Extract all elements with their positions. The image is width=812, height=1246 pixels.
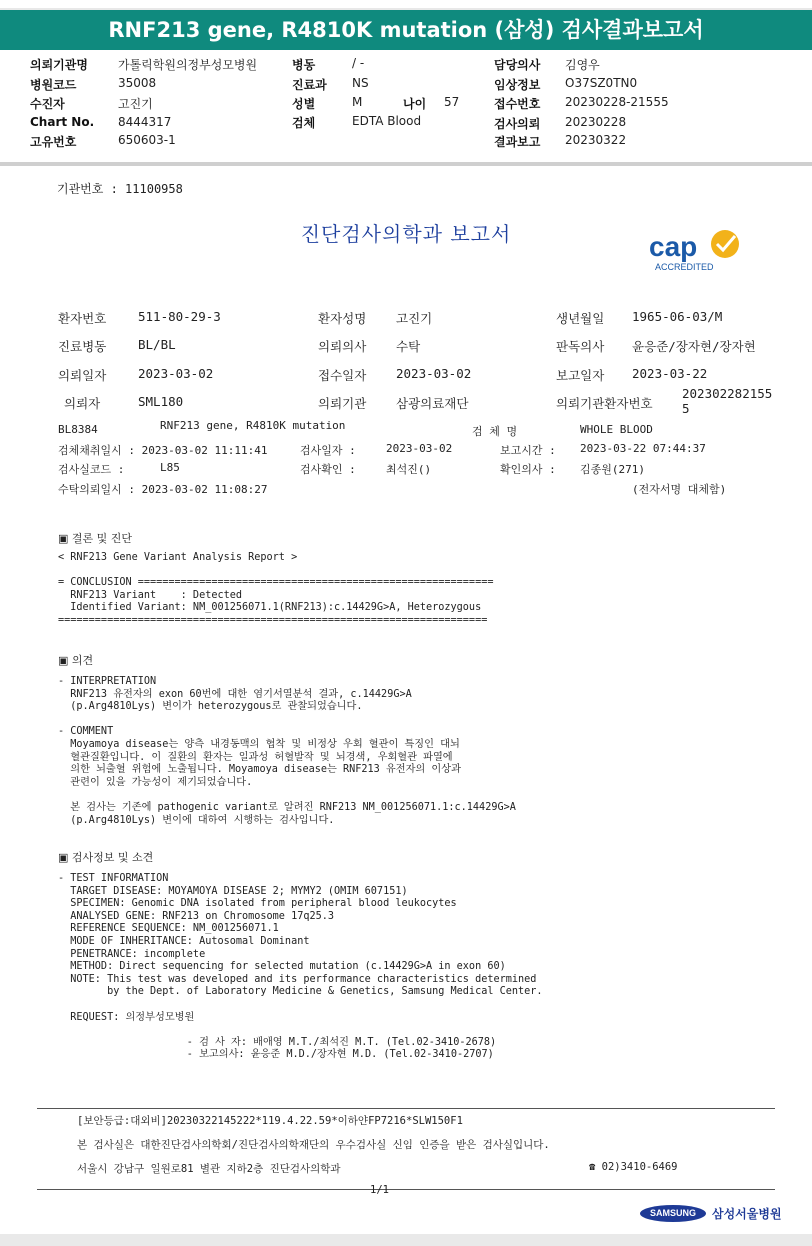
certification-line: 본 검사실은 대한진단검사의학회/진단검사의학재단의 우수검사실 신임 인증을 받은 검사실입니다. bbox=[77, 1139, 550, 1151]
label: 검체 bbox=[292, 116, 316, 130]
value: NS bbox=[352, 76, 369, 90]
cap-accredited-text: ACCREDITED bbox=[655, 262, 714, 272]
age-value: 57 bbox=[444, 95, 460, 109]
label: 수진자 bbox=[30, 97, 65, 111]
security-line: [보안등급:대외비]20230322145222*119.4.22.59*이하얀FP7216*SLW150F1 bbox=[77, 1115, 463, 1127]
value: 20230322 bbox=[565, 133, 627, 147]
label: 보고일자 bbox=[556, 368, 605, 383]
label: 의뢰자 bbox=[64, 396, 101, 411]
value: BL/BL bbox=[138, 337, 176, 352]
label: 의뢰기관명 bbox=[30, 58, 88, 72]
label: 임상정보 bbox=[494, 78, 541, 92]
value: 35008 bbox=[118, 76, 157, 90]
value: 김종원(271) bbox=[580, 463, 645, 476]
value: 1965-06-03/M bbox=[632, 309, 723, 324]
label: 확인의사 : bbox=[500, 463, 556, 476]
value: 650603-1 bbox=[118, 133, 176, 147]
label: 검사실코드 : bbox=[58, 463, 125, 476]
entrusted-time: 수탁의뢰일시 : 2023-03-02 11:08:27 bbox=[58, 483, 268, 496]
page-number: 1/1 bbox=[370, 1184, 389, 1196]
footer-box bbox=[37, 1108, 775, 1190]
hospital-name: 삼성서울병원 bbox=[712, 1207, 782, 1221]
header-divider bbox=[0, 162, 812, 166]
section-title-conclusion: ▣ 결론 및 진단 bbox=[58, 532, 133, 545]
test-code: BL8384 bbox=[58, 423, 98, 436]
opinion-body: - INTERPRETATION RNF213 유전자의 exon 60번에 대한 염기서열분석 결과, c.14429G>A (p.Arg4810Lys) 변이가 heterozygous로 관찰되었습니다. - COMMENT Moyamoya disease는 양측 내경동맥의 협착 및 비정상 우회 혈관이 특징인 대뇌 혈관질환입니다. 이 질환의 환자는 일과성 허혈발작 및 뇌경색, 우회혈관 파열에 의한 뇌출혈 위험에 노출됩니다. Moyamoya disease는 RNF213 유전자의 이상과 관련이 있을 가능성이 제기되었습니다. 본 검사는 기존에 pathogenic variant로 알려진 RNF213 NM_001256071.1:c.14429G>A (p.Arg4810Lys) 변이에 대하여 시행하는 검사입니다. bbox=[58, 676, 516, 826]
label: 병동 bbox=[292, 58, 316, 72]
value: 수탁 bbox=[396, 339, 421, 354]
label: 검사일자 : bbox=[300, 444, 356, 457]
label: 담당의사 bbox=[494, 58, 541, 72]
value: 최석진() bbox=[386, 463, 432, 476]
label: 환자번호 bbox=[58, 311, 107, 326]
value: 5 bbox=[682, 401, 690, 416]
test-name: RNF213 gene, R4810K mutation bbox=[160, 419, 346, 432]
specimen-label: 검 체 명 bbox=[472, 425, 518, 438]
value: 2023-03-22 bbox=[632, 366, 708, 381]
label: 접수일자 bbox=[318, 368, 367, 383]
section-title-opinion: ▣ 의견 bbox=[58, 654, 94, 667]
value: O37SZ0TN0 bbox=[565, 76, 638, 90]
value: 가톨릭학원의정부성모병원 bbox=[118, 58, 258, 72]
esign-note: (전자서명 대체함) bbox=[632, 483, 727, 496]
label: 환자성명 bbox=[318, 311, 367, 326]
label: 병원코드 bbox=[30, 78, 77, 92]
label: 생년월일 bbox=[556, 311, 605, 326]
page-bottom-strip bbox=[0, 1234, 812, 1246]
label: 판독의사 bbox=[556, 339, 605, 354]
value: M bbox=[352, 95, 363, 109]
value: 고진기 bbox=[118, 97, 153, 111]
label: 의뢰의사 bbox=[318, 339, 367, 354]
collection-time: 검체채취일시 : 2023-03-02 11:11:41 bbox=[58, 444, 268, 457]
cap-logo-text: cap bbox=[649, 231, 698, 262]
value: 511-80-29-3 bbox=[138, 309, 221, 324]
test-info-body: - TEST INFORMATION TARGET DISEASE: MOYAMOYA DISEASE 2; MYMY2 (OMIM 607151) SPECIMEN: Genomic DNA isolated from peripheral blood leukocytes ANALYSED GENE: RNF213 on Chromosome 17q25.3 REFERENCE SEQUENCE: NM_001256071.1 MODE OF INHERITANCE: Autosomal Dominant PENETRANCE: incomplete METHOD: Direct sequencing for selected mutation (c.14429G>A in exon 60) NOTE: This test was developed and its performance characteristics determined by the Dept. of Laboratory Medicine & Genetics, Samsung Medical Center. REQUEST: 의정부성모병원 - 검 사 자: 배애영 M.T./최석진 M.T. (Tel.02-3410-2678) - 보고의사: 윤응준 M.D./장자현 M.D. (Tel.02-3410-2707) bbox=[58, 873, 543, 1061]
specimen-value: WHOLE BLOOD bbox=[580, 423, 653, 436]
request-header bbox=[0, 52, 812, 156]
value: / - bbox=[352, 56, 365, 70]
value: 8444317 bbox=[118, 115, 172, 129]
value: 2023-03-02 bbox=[396, 366, 472, 381]
label: 의뢰일자 bbox=[58, 368, 107, 383]
samsung-logo: SAMSUNG bbox=[640, 1205, 706, 1222]
value: 김영우 bbox=[565, 58, 600, 72]
label: 진료과 bbox=[292, 78, 327, 92]
label: 보고시간 : bbox=[500, 444, 556, 457]
institution-number: 기관번호 : 11100958 bbox=[57, 182, 183, 196]
value: 삼광의료재단 bbox=[396, 396, 469, 411]
value: 윤응준/장자현/장자현 bbox=[632, 339, 756, 354]
label: 결과보고 bbox=[494, 135, 541, 149]
samsung-hospital-logo bbox=[640, 1202, 780, 1226]
value: 2023-03-02 bbox=[138, 366, 214, 381]
label: 의뢰기관 bbox=[318, 396, 367, 411]
value: L85 bbox=[160, 461, 180, 474]
section-title-test-info: ▣ 검사정보 및 소견 bbox=[58, 851, 154, 864]
report-heading: 진단검사의학과 보고서 bbox=[300, 222, 512, 246]
value: EDTA Blood bbox=[352, 114, 422, 128]
value: 202302282155 bbox=[682, 386, 773, 401]
conclusion-body: < RNF213 Gene Variant Analysis Report > = CONCLUSION ========================================================== RNF213 Variant : Detected Identified Variant: NM_001256071.1(RNF213):c.14429G>A, Heterozygous ====================================================================== bbox=[58, 552, 494, 626]
label: 검사확인 : bbox=[300, 463, 356, 476]
age-label: 나이 bbox=[403, 97, 427, 111]
cap-accredited-logo bbox=[645, 226, 755, 274]
label: Chart No. bbox=[30, 115, 95, 129]
label: 고유번호 bbox=[30, 135, 77, 149]
report-title-bar: RNF213 gene, R4810K mutation (삼성) 검사결과보고서 bbox=[0, 8, 812, 50]
address-line: 서울시 강남구 일원로81 별관 지하2층 진단검사의학과 bbox=[77, 1163, 341, 1175]
value: 20230228 bbox=[565, 115, 627, 129]
value: 고진기 bbox=[396, 311, 433, 326]
label: 성별 bbox=[292, 97, 316, 111]
value: 2023-03-02 bbox=[386, 442, 453, 455]
value: 20230228-21555 bbox=[565, 95, 669, 109]
label: 진료병동 bbox=[58, 339, 107, 354]
label: 의뢰기관환자번호 bbox=[556, 396, 653, 411]
label: 접수번호 bbox=[494, 97, 541, 111]
phone-line: ☎ 02)3410-6469 bbox=[589, 1161, 678, 1173]
label: 검사의뢰 bbox=[494, 117, 541, 131]
value: 2023-03-22 07:44:37 bbox=[580, 442, 706, 455]
value: SML180 bbox=[138, 394, 184, 409]
